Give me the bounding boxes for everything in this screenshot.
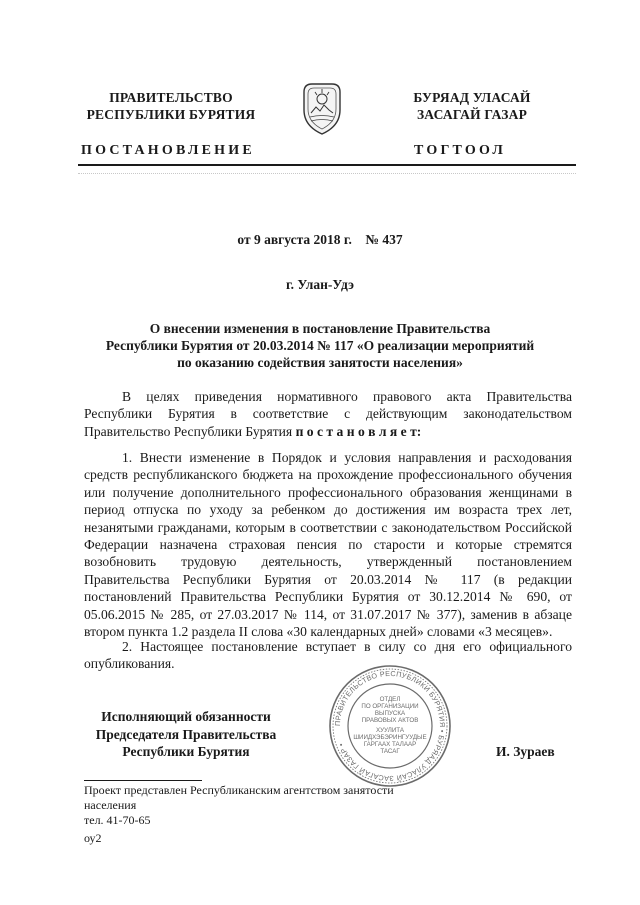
header-left — [76, 89, 266, 123]
header-left-line1: ПРАВИТЕЛЬСТВО — [109, 90, 233, 105]
header-right-line1: БУРЯАД УЛАСАЙ — [413, 90, 531, 105]
stamp-line-5: ХУУЛИТА — [376, 727, 404, 734]
doc-type-right: ТОГТООЛ — [414, 143, 507, 158]
stamp-line-1: ОТДЕЛ — [379, 696, 401, 703]
footer-line1: Проект представлен Республиканским агентством занятости — [84, 783, 394, 797]
signatory-line1: Исполняющий обязанности — [101, 709, 271, 724]
header-right-line2: ЗАСАГАЙ ГАЗАР — [416, 107, 528, 122]
footer-rule — [84, 780, 202, 781]
header-dotted-rule — [78, 167, 576, 174]
item-2-paragraph: 2. Настоящее постановление вступает в силу со дня его официального опубликования. — [84, 639, 572, 672]
stamp-outer-text: ПРАВИТЕЛЬСТВО РЕСПУБЛИКИ БУРЯТИЯ • БУРЯАД УЛАСАЙ ЗАСАГАЙ ГАЗАР • — [332, 668, 448, 784]
stamp-line-2: ПО ОРГАНИЗАЦИИ — [361, 703, 419, 710]
title-line1: О внесении изменения в постановление Правительства — [149, 321, 491, 336]
footer-code: оу2 — [84, 831, 102, 845]
footer-line2: населения — [84, 798, 137, 812]
stamp-line-6: ШИИДХЭБЭРИНГУУДЫЕ — [353, 734, 427, 741]
svg-text:ПРАВИТЕЛЬСТВО РЕСПУБЛИКИ БУРЯТ — [333, 669, 447, 783]
date-and-number: от 9 августа 2018 г. № 437 — [237, 232, 403, 247]
doc-type-left: ПОСТАНОВЛЕНИЕ — [81, 143, 255, 158]
coat-of-arms-emblem — [298, 80, 346, 136]
signatory-line2: Председателя Правительства — [95, 726, 277, 742]
city: г. Улан-Удэ — [286, 277, 354, 292]
official-stamp — [328, 664, 452, 788]
intro-text: В целях приведения нормативного правового акта Правительства Республики Бурятия в соответствие с действующим законодательством Правительство Республики Бурятия — [84, 389, 572, 439]
footer-phone: тел. 41-70-65 — [84, 813, 151, 827]
signatory-name: И. Зураев — [496, 744, 555, 759]
header-divider — [78, 164, 576, 166]
header-left-line2: РЕСПУБЛИКИ БУРЯТИЯ — [86, 107, 256, 122]
stamp-line-3: ВЫПУСКА — [374, 710, 406, 717]
stamp-line-7: ГАРГААХ ТАЛААР — [363, 741, 417, 748]
title-line2: Республики Бурятия от 20.03.2014 № 117 «О реализации мероприятий — [105, 338, 535, 353]
stamp-line-8: ТАСАГ — [380, 748, 400, 755]
intro-paragraph — [84, 388, 572, 440]
footer-note — [84, 783, 484, 846]
header-right — [382, 89, 562, 123]
stamp-line-4: ПРАВОВЫХ АКТОВ — [361, 717, 419, 724]
signatory-title — [76, 708, 296, 761]
resolves-word: п о с т а н о в л я е т: — [295, 423, 422, 439]
signatory-line3: Республики Бурятия — [122, 744, 250, 759]
document-title — [70, 320, 570, 371]
item-1-paragraph: 1. Внести изменение в Порядок и условия направления и расходования средств республиканского бюджета на прохождение профессионального обучения или получение дополнительного профессионального образования женщинами в период отпуска по уходу за ребенком до достижения им возраста трех лет, незанятыми гражданами, которым в соответствии с законодательством Российской Федерации назначена страховая пенсия по старости и которые стремятся возобновить трудовую деятельность, утвержденный постановлением Правительства Республики Бурятия от 20.03.2014 № 117 (в редакции постановлений Правительства Республики Бурятия от 30.12.2014 № 690, от 05.06.2015 № 285, от 27.03.2017 № 114, от 31.07.2017 № 377), заменив в абзаце втором пункта 1.2 раздела II слова «30 календарных дней» словами «3 месяцев». — [84, 450, 572, 640]
title-line3: по оказанию содействия занятости населения» — [177, 355, 463, 370]
